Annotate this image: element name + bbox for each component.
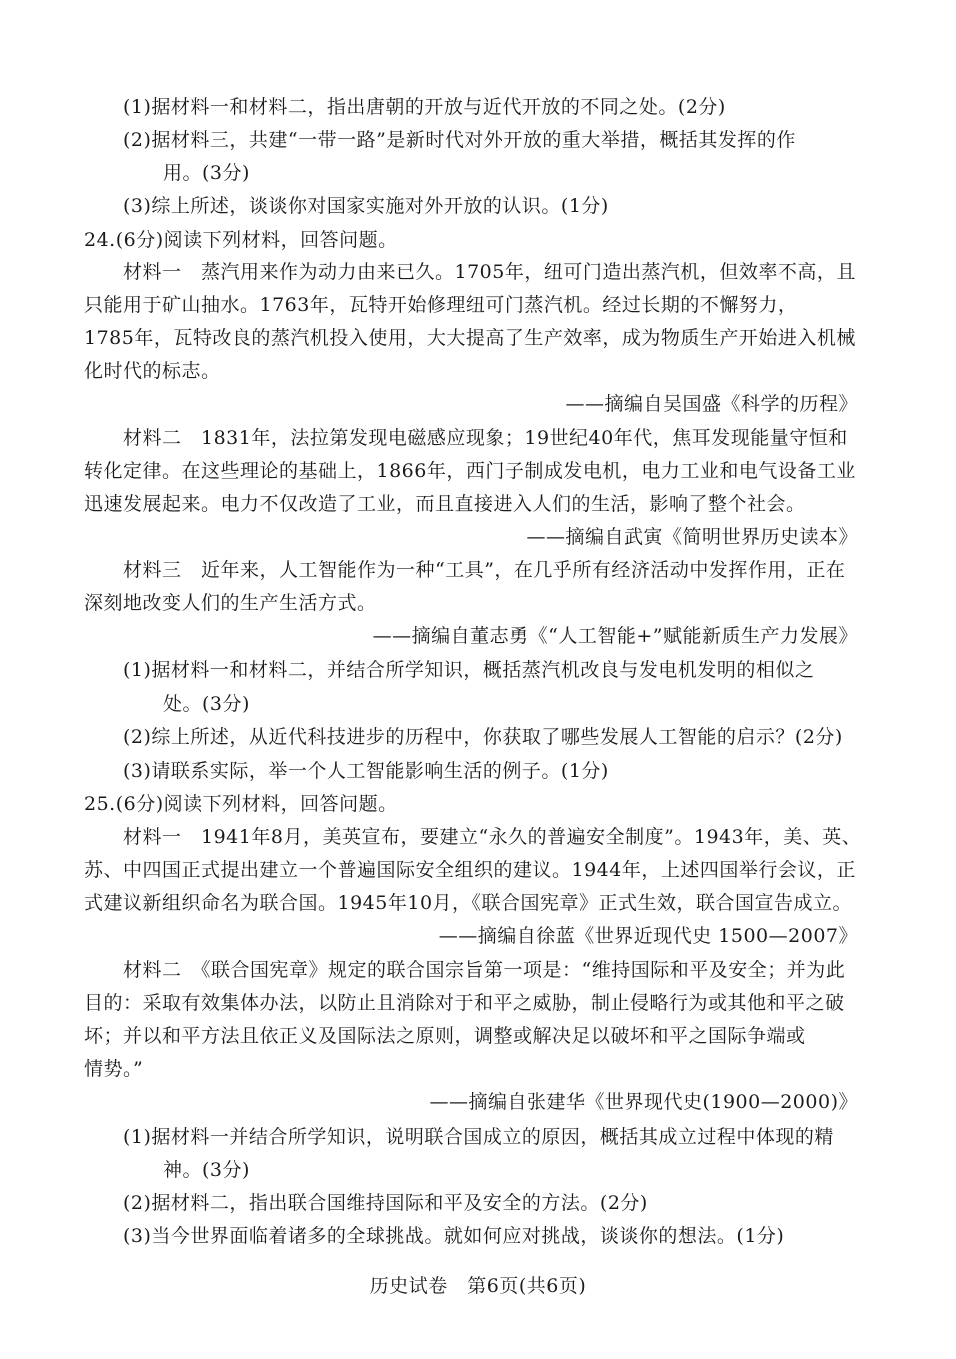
page-footer: 历史试卷 第6页(共6页) bbox=[369, 1275, 587, 1297]
q24-material2-line: 材料二 1831年，法拉第发现电磁感应现象；19世纪40年代，焦耳发现能量守恒和 bbox=[123, 427, 848, 449]
q25-heading: 25.(6分)阅读下列材料，回答问题。 bbox=[84, 793, 398, 815]
q24-heading: 24.(6分)阅读下列材料，回答问题。 bbox=[84, 229, 398, 251]
q25-material2-line: 情势。” bbox=[84, 1058, 144, 1080]
q25-part-1: (1)据材料一并结合所学知识，说明联合国成立的原因，概括其成立过程中体现的精 bbox=[123, 1126, 834, 1148]
q25-material1-line: 式建议新组织命名为联合国。1945年10月，《联合国宪章》正式生效，联合国宣告成立。 bbox=[84, 892, 853, 914]
q23-part-1: (1)据材料一和材料二，指出唐朝的开放与近代开放的不同之处。(2分) bbox=[123, 96, 726, 118]
q24-material1-line: 材料一 蒸汽用来作为动力由来已久。1705年，纽可门造出蒸汽机，但效率不高，且 bbox=[123, 261, 856, 283]
q24-material2-line: 迅速发展起来。电力不仅改造了工业，而且直接进入人们的生活，影响了整个社会。 bbox=[84, 493, 806, 515]
q24-material1-line: 1785年，瓦特改良的蒸汽机投入使用，大大提高了生产效率，成为物质生产开始进入机械 bbox=[84, 327, 856, 349]
q24-part-2: (2)综上所述，从近代科技进步的历程中，你获取了哪些发展人工智能的启示？(2分) bbox=[123, 726, 843, 748]
q24-material3-line: 深刻地改变人们的生产生活方式。 bbox=[84, 592, 377, 614]
q25-material1-source: ——摘编自徐蓝《世界近现代史 1500—2007》 bbox=[438, 925, 858, 947]
q24-part-1: (1)据材料一和材料二，并结合所学知识，概括蒸汽机改良与发电机发明的相似之 bbox=[123, 659, 815, 681]
q23-part-3: (3)综上所述，谈谈你对国家实施对外开放的认识。(1分) bbox=[123, 195, 609, 217]
q24-material1-source: ——摘编自吴国盛《科学的历程》 bbox=[565, 393, 858, 415]
q25-material1-line: 材料一 1941年8月，美英宣布，要建立“永久的普遍安全制度”。1943年，美、英、 bbox=[123, 826, 862, 848]
q25-material2-line: 坏；并以和平方法且依正义及国际法之原则，调整或解决足以破坏和平之国际争端或 bbox=[84, 1025, 806, 1047]
q25-part-3: (3)当今世界面临着诸多的全球挑战。就如何应对挑战，谈谈你的想法。(1分) bbox=[123, 1225, 785, 1247]
q25-part-2: (2)据材料二，指出联合国维持国际和平及安全的方法。(2分) bbox=[123, 1192, 648, 1214]
q24-material3-source: ——摘编自董志勇《“人工智能+”赋能新质生产力发展》 bbox=[372, 625, 858, 647]
q23-part-2: (2)据材料三，共建“一带一路”是新时代对外开放的重大举措，概括其发挥的作 bbox=[123, 129, 796, 151]
q24-material1-line: 化时代的标志。 bbox=[84, 360, 221, 382]
q24-material3-line: 材料三 近年来，人工智能作为一种“工具”，在几乎所有经济活动中发挥作用，正在 bbox=[123, 559, 846, 581]
q25-material2-line: 材料二 《联合国宪章》规定的联合国宗旨第一项是：“维持国际和平及安全；并为此 bbox=[123, 959, 846, 981]
q23-part-2-cont: 用。(3分) bbox=[163, 162, 250, 184]
q24-part-1-cont: 处。(3分) bbox=[163, 693, 250, 715]
q25-part-1-cont: 神。(3分) bbox=[163, 1159, 250, 1181]
q24-material2-source: ——摘编自武寅《简明世界历史读本》 bbox=[526, 526, 858, 548]
q24-material1-line: 只能用于矿山抽水。1763年，瓦特开始修理纽可门蒸汽机。经过长期的不懈努力， bbox=[84, 294, 798, 316]
q25-material1-line: 苏、中四国正式提出建立一个普遍国际安全组织的建议。1944年，上述四国举行会议，正 bbox=[84, 859, 856, 881]
q24-material2-line: 转化定律。在这些理论的基础上，1866年，西门子制成发电机，电力工业和电气设备工业 bbox=[84, 460, 856, 482]
q25-material2-line: 目的：采取有效集体办法，以防止且消除对于和平之威胁，制止侵略行为或其他和平之破 bbox=[84, 992, 845, 1014]
q25-material2-source: ——摘编自张建华《世界现代史(1900—2000)》 bbox=[429, 1091, 858, 1113]
q24-part-3: (3)请联系实际，举一个人工智能影响生活的例子。(1分) bbox=[123, 760, 609, 782]
